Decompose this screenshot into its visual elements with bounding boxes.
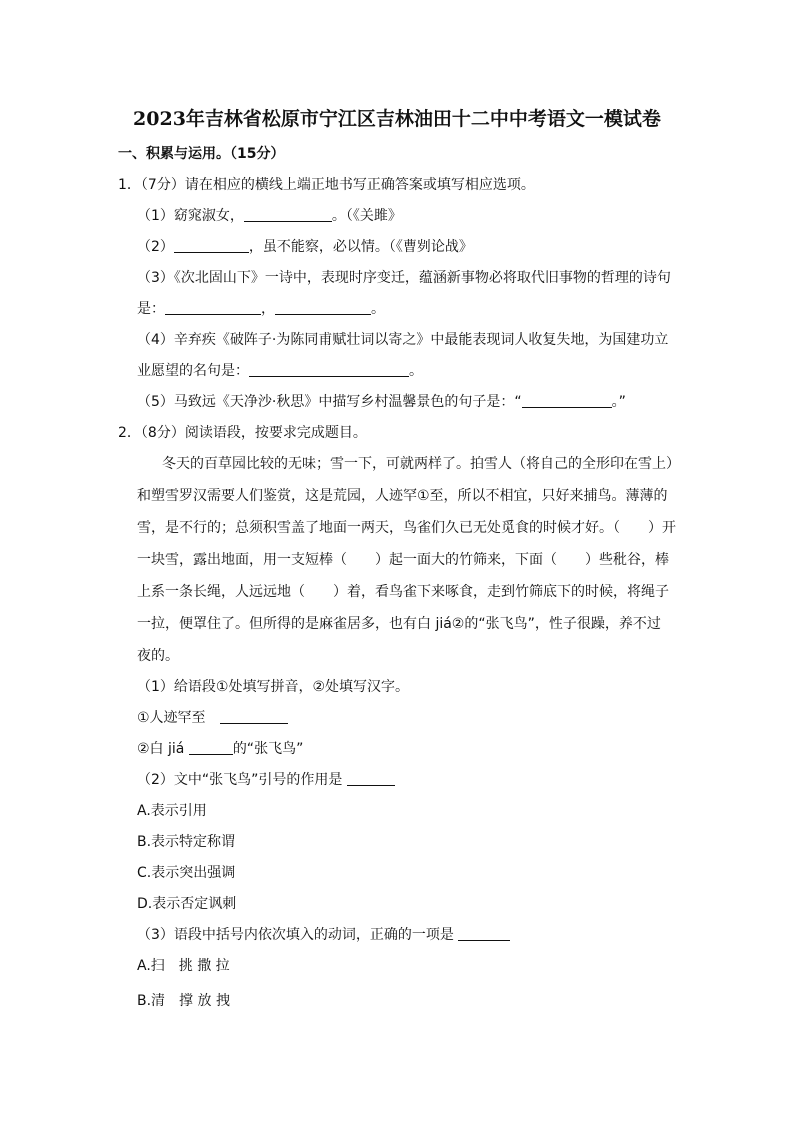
q1-item-3-line-1: （3）《次北固山下》一诗中，表现时序变迁，蕴涵新事物必将取代旧事物的哲理的诗句 [137, 270, 671, 286]
page-title: 2023年吉林省松原市宁江区吉林油田十二中中考语文一模试卷 [133, 108, 661, 130]
q1-item-4-text-b: 。 [409, 363, 423, 379]
option-item[interactable]: B.表示特定称谓 [137, 834, 236, 850]
q1-item-5 [137, 393, 626, 411]
q1-item-2-text-b: ，虽不能察，必以情。（《曹刿论战》 [248, 239, 473, 255]
answer-blank[interactable] [458, 926, 510, 941]
q1-item-1-text-a: （1）窈窕淑女， [137, 208, 244, 224]
passage-line: 一块雪，露出地面，用一支短棒（ ）起一面大的竹筛来，下面（ ）些秕谷，棒 [137, 552, 669, 568]
option-item[interactable]: A.扫 挑 撒 拉 [137, 958, 230, 974]
q1-item-4-line-2 [137, 362, 423, 380]
answer-blank[interactable] [174, 238, 249, 253]
passage-line: 雪，是不行的；总须积雪盖了地面一两天，鸟雀们久已无处觅食的时候才好。（ ）开 [137, 520, 676, 536]
q2-sub-1-b-text-a: ②白 jiá [137, 741, 185, 757]
answer-blank[interactable] [165, 300, 261, 315]
q1-item-3-text-a: 是： [137, 301, 165, 317]
q1-item-5-text-a: （5）马致远《天净沙·秋思》中描写乡村温馨景色的句子是：“ [137, 394, 522, 410]
q2-sub-2 [137, 771, 395, 789]
option-item[interactable]: D.表示否定讽刺 [137, 896, 237, 912]
q2-sub-1: （1）给语段①处填写拼音，②处填写汉字。 [137, 679, 410, 695]
q1-item-3-text-c: 。 [371, 301, 385, 317]
q1-item-3-text-b: ， [261, 301, 275, 317]
q2-sub-3 [137, 926, 510, 944]
q2-sub-1-a [137, 709, 288, 727]
answer-blank[interactable] [275, 300, 371, 315]
answer-blank[interactable] [249, 362, 409, 377]
passage-line: 和塑雪罗汉需要人们鉴赏，这是荒园，人迹罕①至，所以不相宜，只好来捕鸟。薄薄的 [137, 488, 668, 504]
option-item[interactable]: B.清 撑 放 拽 [137, 993, 230, 1009]
q1-item-4-line-1: （4）辛弃疾《破阵子·为陈同甫赋壮词以寄之》中最能表现词人收复失地，为国建功立 [137, 332, 669, 348]
q2-sub-1-b [137, 740, 303, 758]
q2-sub-3-text: （3）语段中括号内依次填入的动词，正确的一项是 [137, 927, 454, 943]
passage-line: 夜的。 [137, 648, 179, 664]
option-item[interactable]: C.表示突出强调 [137, 865, 236, 881]
answer-blank[interactable] [347, 771, 395, 786]
answer-blank[interactable] [522, 393, 612, 408]
q2-sub-1-b-text-b: 的“张飞鸟” [232, 741, 304, 757]
q1-item-1 [137, 207, 402, 225]
passage-line: 冬天的百草园比较的无味；雪一下，可就两样了。拍雪人（将自己的全形印在雪上） [162, 456, 680, 472]
q1-item-5-text-b: 。” [611, 394, 626, 410]
answer-blank[interactable] [220, 709, 288, 724]
q1-item-1-text-b: 。（《关雎》 [331, 208, 402, 224]
passage-line: 上系一条长绳，人远远地（ ）着，看鸟雀下来啄食，走到竹筛底下的时候，将绳子 [137, 584, 669, 600]
option-item[interactable]: A.表示引用 [137, 803, 207, 819]
passage-line: 一拉，便罩住了。但所得的是麻雀居多，也有白 jiá②的“张飞鸟”，性子很躁，养不过 [137, 616, 661, 632]
question-1-stem: 1．（7分）请在相应的横线上端正地书写正确答案或填写相应选项。 [118, 177, 535, 193]
q1-item-2-text-a: （2） [137, 239, 174, 255]
answer-blank[interactable] [189, 740, 233, 755]
section-heading: 一、积累与运用。（15分） [118, 146, 285, 162]
q2-sub-2-text: （2）文中“张飞鸟”引号的作用是 [137, 772, 343, 788]
q1-item-4-text-a: 业愿望的名句是： [137, 363, 249, 379]
q2-sub-1-a-text: ①人迹罕至 [137, 710, 206, 726]
question-2-stem: 2．（8分）阅读语段，按要求完成题目。 [118, 425, 367, 441]
q1-item-2 [137, 238, 473, 256]
answer-blank[interactable] [244, 207, 332, 222]
q1-item-3-line-2 [137, 300, 385, 318]
